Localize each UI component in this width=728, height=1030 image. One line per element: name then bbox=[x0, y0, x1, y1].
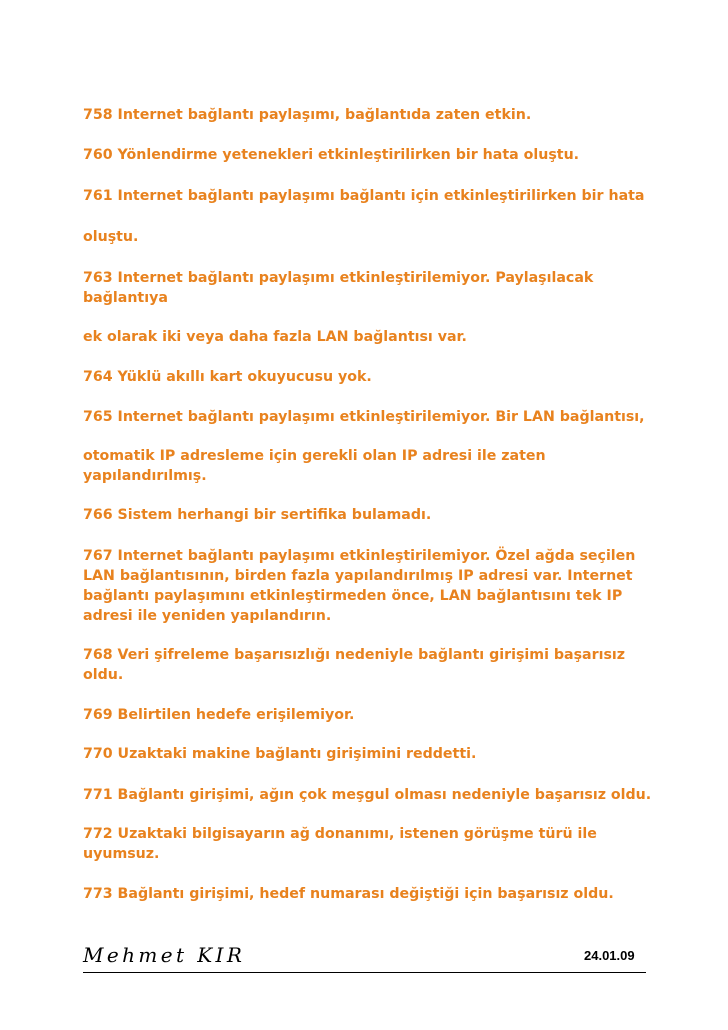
text-line: uyumsuz. bbox=[83, 846, 160, 862]
footer-author: Mehmet KIR bbox=[83, 943, 246, 967]
text-line: 765 Internet bağlantı paylaşımı etkinleştirilemiyor. Bir LAN bağlantısı, bbox=[83, 409, 645, 425]
text-line: ek olarak iki veya daha fazla LAN bağlantısı var. bbox=[83, 329, 467, 345]
text-line: oluştu. bbox=[83, 229, 139, 245]
text-line: 766 Sistem herhangi bir sertifika bulamadı. bbox=[83, 507, 432, 523]
text-line: 770 Uzaktaki makine bağlantı girişimini reddetti. bbox=[83, 746, 477, 762]
text-line: LAN bağlantısının, birden fazla yapılandırılmış IP adresi var. Internet bbox=[83, 568, 633, 584]
text-line: 769 Belirtilen hedefe erişilemiyor. bbox=[83, 707, 355, 723]
text-line: bağlantı paylaşımını etkinleştirmeden önce, LAN bağlantısını tek IP bbox=[83, 588, 623, 604]
text-line: 767 Internet bağlantı paylaşımı etkinleştirilemiyor. Özel ağda seçilen bbox=[83, 548, 636, 564]
text-line: 764 Yüklü akıllı kart okuyucusu yok. bbox=[83, 369, 372, 385]
text-line: 771 Bağlantı girişimi, ağın çok meşgul olması nedeniyle başarısız oldu. bbox=[83, 787, 652, 803]
text-line: bağlantıya bbox=[83, 290, 168, 306]
text-line: 773 Bağlantı girişimi, hedef numarası değiştiği için başarısız oldu. bbox=[83, 886, 614, 902]
text-line: 761 Internet bağlantı paylaşımı bağlantı için etkinleştirilirken bir hata bbox=[83, 188, 645, 204]
text-line: otomatik IP adresleme için gerekli olan IP adresi ile zaten bbox=[83, 448, 546, 464]
text-line: 760 Yönlendirme yetenekleri etkinleştirilirken bir hata oluştu. bbox=[83, 147, 580, 163]
text-line: adresi ile yeniden yapılandırın. bbox=[83, 608, 332, 624]
text-line: 763 Internet bağlantı paylaşımı etkinleştirilemiyor. Paylaşılacak bbox=[83, 270, 594, 286]
footer-date: 24.01.09 bbox=[584, 948, 635, 963]
text-line: 768 Veri şifreleme başarısızlığı nedeniyle bağlantı girişimi başarısız bbox=[83, 647, 626, 663]
text-line: oldu. bbox=[83, 667, 124, 683]
text-line: yapılandırılmış. bbox=[83, 468, 207, 484]
text-line: 758 Internet bağlantı paylaşımı, bağlantıda zaten etkin. bbox=[83, 107, 532, 123]
footer-divider bbox=[83, 972, 646, 973]
text-line: 772 Uzaktaki bilgisayarın ağ donanımı, istenen görüşme türü ile bbox=[83, 826, 597, 842]
